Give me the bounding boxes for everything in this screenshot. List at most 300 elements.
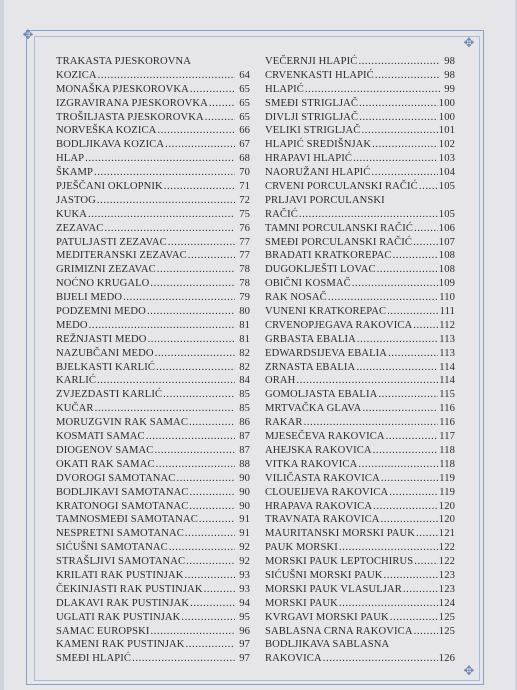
- page-number: 99: [444, 83, 455, 95]
- dot-leader: [188, 249, 235, 263]
- dot-leader: [204, 583, 235, 597]
- dot-leader: [359, 111, 438, 125]
- entry-title: DLAKAVI RAK PUSTINJAK: [56, 597, 190, 609]
- entry-title: VITKA RAKOVICA: [265, 458, 358, 470]
- entry-title: PJEŠČANI OKLOPNIK: [56, 181, 163, 193]
- entry-title: PATULJASTI ZEZAVAC: [56, 236, 167, 248]
- entry-title: KUKA: [56, 208, 88, 220]
- dot-leader: [205, 111, 235, 125]
- entry-title: GRIMIZNI ZEZAVAC: [56, 264, 156, 276]
- index-entry: [265, 513, 455, 527]
- page-number: 109: [438, 278, 455, 290]
- dot-leader: [185, 527, 235, 541]
- index-entry: [265, 138, 455, 152]
- index-entry: [265, 124, 455, 138]
- entry-title: KVRGAVI MORSKI PAUK: [265, 611, 389, 623]
- entry-title: SIĆUŠNI SAMOTANAC: [56, 542, 168, 554]
- index-entry: [265, 652, 455, 666]
- page-number: 98: [444, 69, 455, 81]
- dot-leader: [98, 69, 235, 83]
- entry-title: MORSKI PAUK: [265, 597, 338, 609]
- entry-title: MEDO: [56, 319, 88, 331]
- index-entry: [56, 208, 250, 222]
- index-entry: [265, 527, 455, 541]
- index-entry: [265, 277, 455, 291]
- index-entry: [265, 208, 455, 222]
- page-number: 123: [438, 569, 455, 581]
- page-number: 105: [438, 181, 455, 193]
- entry-title: ZRNASTA EBALIA: [265, 361, 356, 373]
- dot-leader: [132, 652, 235, 666]
- page-number: 82: [239, 361, 250, 373]
- page-number: 105: [438, 208, 455, 220]
- page-number: 118: [439, 458, 455, 470]
- entry-title: HLAPIĆ SREDIŠNJAK: [265, 139, 372, 151]
- index-entry: [56, 305, 250, 319]
- entry-title: MRTVAČKA GLAVA: [265, 403, 362, 415]
- page-number: 65: [239, 83, 250, 95]
- entry-title: CRVENOPJEGAVA RAKOVICA: [265, 319, 413, 331]
- index-entry: [56, 500, 250, 514]
- page-number: 91: [239, 514, 250, 526]
- dot-leader: [151, 625, 235, 639]
- book-page: [4, 0, 515, 690]
- dot-leader: [94, 166, 235, 180]
- page-number: 81: [239, 319, 250, 331]
- dot-leader: [176, 472, 235, 486]
- entry-title: TAMNOSMEĐI SAMOTANAC: [56, 514, 198, 526]
- dot-leader: [358, 55, 440, 69]
- page-number: 95: [239, 611, 250, 623]
- index-entry: [265, 83, 455, 97]
- page-number: 82: [239, 347, 250, 359]
- index-entry: [56, 69, 250, 83]
- page-number: 85: [239, 403, 250, 415]
- dot-leader: [165, 138, 235, 152]
- index-column-left: [56, 55, 250, 666]
- page-number: 86: [239, 417, 250, 429]
- entry-title: MJESEČEVA RAKOVICA: [265, 431, 385, 443]
- dot-leader: [157, 124, 235, 138]
- page-number: 125: [438, 625, 455, 637]
- page-number: 88: [239, 458, 250, 470]
- page-number: 120: [438, 514, 455, 526]
- page-number: 112: [439, 319, 455, 331]
- index-entry: [56, 388, 250, 402]
- entry-title: MAURITANSKI MORSKI PAUK: [265, 528, 415, 540]
- page-number: 77: [239, 250, 250, 262]
- entry-title: MEDITERANSKI ZEZAVAC: [56, 250, 187, 262]
- entry-title: RAKAR: [265, 417, 303, 429]
- entry-title: PRLJAVI PORCULANSKI: [265, 194, 385, 206]
- dot-leader: [89, 319, 235, 333]
- entry-title: SMEĐI PORCULANSKI RAČIĆ: [265, 236, 413, 248]
- entry-title: SIĆUŠNI MORSKI PAUK: [265, 569, 383, 581]
- dot-leader: [123, 291, 235, 305]
- index-entry: [56, 83, 250, 97]
- page-number: 91: [239, 528, 250, 540]
- dot-leader: [169, 541, 235, 555]
- dot-leader: [356, 361, 438, 375]
- index-entry: [56, 152, 250, 166]
- dot-leader: [104, 222, 235, 236]
- entry-title: OBIČNI KOSMAČ: [265, 278, 351, 290]
- dot-leader: [381, 472, 438, 486]
- entry-title: MORSKI PAUK LEPTOCHIRUS: [265, 556, 414, 568]
- dot-leader: [148, 333, 235, 347]
- dot-leader: [304, 416, 439, 430]
- dot-leader: [299, 208, 438, 222]
- entry-title: TROŠILJASTA PJESKOROVKA: [56, 111, 204, 123]
- page-number: 108: [438, 264, 455, 276]
- dot-leader: [339, 541, 438, 555]
- index-entry: [265, 388, 455, 402]
- index-entry: [56, 236, 250, 250]
- page-number: 126: [438, 653, 455, 665]
- page-number: 90: [239, 486, 250, 498]
- page-number: 66: [239, 125, 250, 137]
- entry-title: TRAVNATA RAKOVICA: [265, 514, 380, 526]
- dot-leader: [328, 291, 438, 305]
- index-entry: [265, 194, 455, 208]
- entry-title: MORSKI PAUK VLASULJAR: [265, 583, 402, 595]
- index-entry: [56, 194, 250, 208]
- page-number: 102: [438, 139, 455, 151]
- dot-leader: [375, 69, 440, 83]
- dot-leader: [186, 555, 235, 569]
- dot-leader: [146, 430, 235, 444]
- index-entry: [265, 152, 455, 166]
- page-number: 124: [438, 597, 455, 609]
- dot-leader: [373, 444, 439, 458]
- index-entry: [265, 555, 455, 569]
- index-entry: [56, 486, 250, 500]
- entry-title: KARLIĆ: [56, 375, 97, 387]
- dot-leader: [189, 416, 235, 430]
- page-number: 94: [239, 597, 250, 609]
- dot-leader: [157, 263, 235, 277]
- dot-leader: [209, 97, 235, 111]
- index-entry: [265, 97, 455, 111]
- entry-title: RAK NOSAČ: [265, 292, 327, 304]
- dot-leader: [393, 249, 438, 263]
- entry-title: HLAPIĆ: [265, 83, 304, 95]
- page-number: 116: [439, 417, 455, 429]
- entry-title: BRADATI KRATKOREPAC: [265, 250, 392, 262]
- dot-leader: [413, 236, 438, 250]
- page-number: 110: [439, 292, 455, 304]
- dot-leader: [156, 458, 235, 472]
- dot-leader: [416, 527, 438, 541]
- page-number: 76: [239, 222, 250, 234]
- index-entry: [265, 416, 455, 430]
- page-number: 116: [439, 403, 455, 415]
- index-entry: [56, 513, 250, 527]
- index-entry: [265, 444, 455, 458]
- dot-leader: [414, 222, 438, 236]
- entry-title: PODZEMNI MEDO: [56, 306, 146, 318]
- dot-leader: [186, 638, 235, 652]
- page-number: 117: [439, 431, 455, 443]
- entry-title: ZEZAVAC: [56, 222, 104, 234]
- dot-leader: [154, 444, 235, 458]
- page-number: 115: [439, 389, 455, 401]
- dot-leader: [163, 388, 235, 402]
- dot-leader: [403, 583, 438, 597]
- page-number: 72: [239, 194, 250, 206]
- entry-title: NAZUBČANI MEDO: [56, 347, 154, 359]
- entry-title: OKATI RAK SAMAC: [56, 458, 155, 470]
- index-entry: [56, 444, 250, 458]
- index-entry: [265, 611, 455, 625]
- entry-title: CRVENKASTI HLAPIĆ: [265, 69, 374, 81]
- page-number: 113: [439, 333, 455, 345]
- entry-title: RAKOVICA: [265, 653, 322, 665]
- index-entry: [56, 569, 250, 583]
- dot-leader: [95, 402, 235, 416]
- index-entry: [265, 472, 455, 486]
- entry-title: TRAKASTA PJESKOROVNA: [56, 56, 192, 67]
- index-entry: [56, 638, 250, 652]
- index-entry: [265, 583, 455, 597]
- index-entry: [265, 430, 455, 444]
- dot-leader: [190, 83, 235, 97]
- index-entry: [56, 611, 250, 625]
- index-entry: [56, 430, 250, 444]
- page-number: 122: [438, 556, 455, 568]
- page-number: 96: [239, 625, 250, 637]
- page-number: 93: [239, 569, 250, 581]
- dot-leader: [387, 305, 438, 319]
- page-number: 114: [439, 361, 455, 373]
- entry-title: NAORUŽANI HLAPIĆ: [265, 167, 371, 179]
- entry-title: UGLATI RAK PUSTINJAK: [56, 611, 181, 623]
- page-number: 68: [239, 153, 250, 165]
- entry-title: KOZICA: [56, 69, 97, 81]
- page-number: 64: [239, 69, 250, 81]
- page-number: 97: [239, 653, 250, 665]
- index-entry: [56, 333, 250, 347]
- dot-leader: [390, 611, 438, 625]
- dot-leader: [85, 152, 235, 166]
- entry-title: MORUZGVIN RAK SAMAC: [56, 417, 188, 429]
- dot-leader: [373, 500, 438, 514]
- index-entry: [265, 347, 455, 361]
- index-entry: [56, 319, 250, 333]
- entry-title: ORAH: [265, 375, 296, 387]
- index-entry: [265, 374, 455, 388]
- entry-title: EDWARDSIJEVA EBALIA: [265, 347, 388, 359]
- page-number: 101: [438, 125, 455, 137]
- entry-title: GOMOLJASTA EBALIA: [265, 389, 378, 401]
- index-entry: [56, 222, 250, 236]
- entry-title: CRVENI PORCULANSKI RAČIĆ: [265, 181, 418, 193]
- index-entry: [56, 347, 250, 361]
- page-number: 107: [438, 236, 455, 248]
- dot-leader: [381, 513, 438, 527]
- index-entry: [265, 69, 455, 83]
- dot-leader: [353, 152, 438, 166]
- index-entry: [56, 263, 250, 277]
- page-number: 103: [438, 153, 455, 165]
- entry-title: KUČAR: [56, 403, 94, 415]
- index-entry: [265, 55, 455, 69]
- entry-title: VILIČASTA RAKOVICA: [265, 472, 380, 484]
- dot-leader: [357, 333, 438, 347]
- index-entry: [56, 374, 250, 388]
- entry-title: DIVLJI STRIGLJAČ: [265, 111, 359, 123]
- dot-leader: [305, 83, 440, 97]
- index-entry: [265, 236, 455, 250]
- dot-leader: [377, 263, 438, 277]
- index-column-right: [265, 55, 455, 666]
- page-number: 123: [438, 583, 455, 595]
- page-number: 78: [239, 278, 250, 290]
- dot-leader: [358, 458, 438, 472]
- index-entry: [56, 166, 250, 180]
- dot-leader: [189, 500, 235, 514]
- page-number: 119: [439, 486, 455, 498]
- dot-leader: [199, 513, 235, 527]
- entry-title: MONAŠKA PJESKOROVKA: [56, 83, 189, 95]
- dot-leader: [150, 277, 235, 291]
- dot-leader: [339, 597, 438, 611]
- page-number: 90: [239, 500, 250, 512]
- page-number: 78: [239, 264, 250, 276]
- dot-leader: [383, 569, 437, 583]
- page-number: 65: [239, 111, 250, 123]
- entry-title: HRAPAVA RAKOVICA: [265, 500, 373, 512]
- index-entry: [265, 166, 455, 180]
- page-number: 121: [438, 528, 455, 540]
- entry-title: TAMNI PORCULANSKI RAČIĆ: [265, 222, 414, 234]
- index-entry: [56, 652, 250, 666]
- dot-leader: [97, 374, 235, 388]
- index-entry: [56, 625, 250, 639]
- dot-leader: [359, 97, 438, 111]
- index-entry: [265, 402, 455, 416]
- index-entry: [265, 305, 455, 319]
- entry-title: BODLJIKAVI SAMOTANAC: [56, 486, 189, 498]
- dot-leader: [190, 597, 235, 611]
- page-number: 120: [438, 500, 455, 512]
- dot-leader: [414, 625, 438, 639]
- index-entry: [56, 97, 250, 111]
- index-entry: [56, 583, 250, 597]
- page-number: 77: [239, 236, 250, 248]
- dot-leader: [88, 208, 235, 222]
- entry-title: NORVEŠKA KOZICA: [56, 125, 157, 137]
- index-entry: [265, 569, 455, 583]
- entry-title: VEČERNJI HLAPIĆ: [265, 56, 358, 67]
- index-entry: [265, 458, 455, 472]
- dot-leader: [413, 319, 438, 333]
- index-entry: [265, 180, 455, 194]
- entry-title: CLOUEIJEVA RAKOVICA: [265, 486, 389, 498]
- dot-leader: [155, 347, 235, 361]
- page-number: 108: [438, 250, 455, 262]
- entry-title: HRAPAVI HLAPIĆ: [265, 153, 353, 165]
- dot-leader: [371, 166, 437, 180]
- dot-leader: [419, 180, 438, 194]
- index-entry: [265, 249, 455, 263]
- dot-leader: [389, 486, 438, 500]
- index-entry: [265, 541, 455, 555]
- index-entry: [265, 625, 455, 639]
- page-number: 87: [239, 431, 250, 443]
- entry-title: DIOGENOV SAMAC: [56, 444, 154, 456]
- page-number: 125: [438, 611, 455, 623]
- page-number: 97: [239, 639, 250, 651]
- entry-title: SMEĐI HLAPIĆ: [56, 653, 132, 665]
- index-entry: [265, 597, 455, 611]
- index-entry: [56, 597, 250, 611]
- dot-leader: [386, 430, 439, 444]
- entry-title: DVOROGI SAMOTANAC: [56, 472, 176, 484]
- entry-title: IZGRAVIRANA PJESKOROVKA: [56, 97, 208, 109]
- page-number: 122: [438, 542, 455, 554]
- page-number: 67: [239, 139, 250, 151]
- page-number: 92: [239, 542, 250, 554]
- entry-title: NESPRETNI SAMOTANAC: [56, 528, 184, 540]
- entry-title: ČEKINJASTI RAK PUSTINJAK: [56, 583, 203, 595]
- index-entry: [265, 111, 455, 125]
- entry-title: SMEĐI STRIGLJAČ: [265, 97, 359, 109]
- page-number: 106: [438, 222, 455, 234]
- dot-leader: [372, 138, 438, 152]
- dot-leader: [156, 361, 235, 375]
- entry-title: KRILATI RAK PUSTINJAK: [56, 569, 184, 581]
- entry-title: GRBASTA EBALIA: [265, 333, 356, 345]
- dot-leader: [97, 194, 235, 208]
- index-entry: [56, 180, 250, 194]
- entry-title: ZVJEZDASTI KARLIĆ: [56, 389, 163, 401]
- page-number: 100: [438, 111, 455, 123]
- index-entry: [56, 402, 250, 416]
- entry-title: STRAŠLJIVI SAMOTANAC: [56, 556, 186, 568]
- index-entry: [56, 555, 250, 569]
- dot-leader: [190, 486, 235, 500]
- page-number: 118: [439, 444, 455, 456]
- entry-title: KOSMATI SAMAC: [56, 431, 145, 443]
- corner-ornament-icon: ✥: [463, 663, 475, 678]
- dot-leader: [168, 236, 235, 250]
- entry-title: AHEJSKA RAKOVICA: [265, 444, 372, 456]
- index-entry: [56, 458, 250, 472]
- index-entry: [265, 638, 455, 652]
- page-number: 119: [439, 472, 455, 484]
- dot-leader: [164, 180, 235, 194]
- index-entry: [265, 486, 455, 500]
- entry-title: KRATONOGI SAMOTANAC: [56, 500, 189, 512]
- corner-ornament-icon: ✥: [22, 27, 34, 42]
- entry-title: BODLJIKAVA KOZICA: [56, 139, 165, 151]
- index-entry: [56, 541, 250, 555]
- index-entry: [265, 319, 455, 333]
- index-entry: [265, 222, 455, 236]
- index-entry: [56, 472, 250, 486]
- page-number: 113: [439, 347, 455, 359]
- page-number: 80: [239, 306, 250, 318]
- page-number: 87: [239, 444, 250, 456]
- page-number: 81: [239, 333, 250, 345]
- page-number: 93: [239, 583, 250, 595]
- page-number: 85: [239, 389, 250, 401]
- index-entry: [56, 291, 250, 305]
- entry-title: BIJELI MEDO: [56, 292, 123, 304]
- index-entry: [56, 111, 250, 125]
- page-number: 90: [239, 472, 250, 484]
